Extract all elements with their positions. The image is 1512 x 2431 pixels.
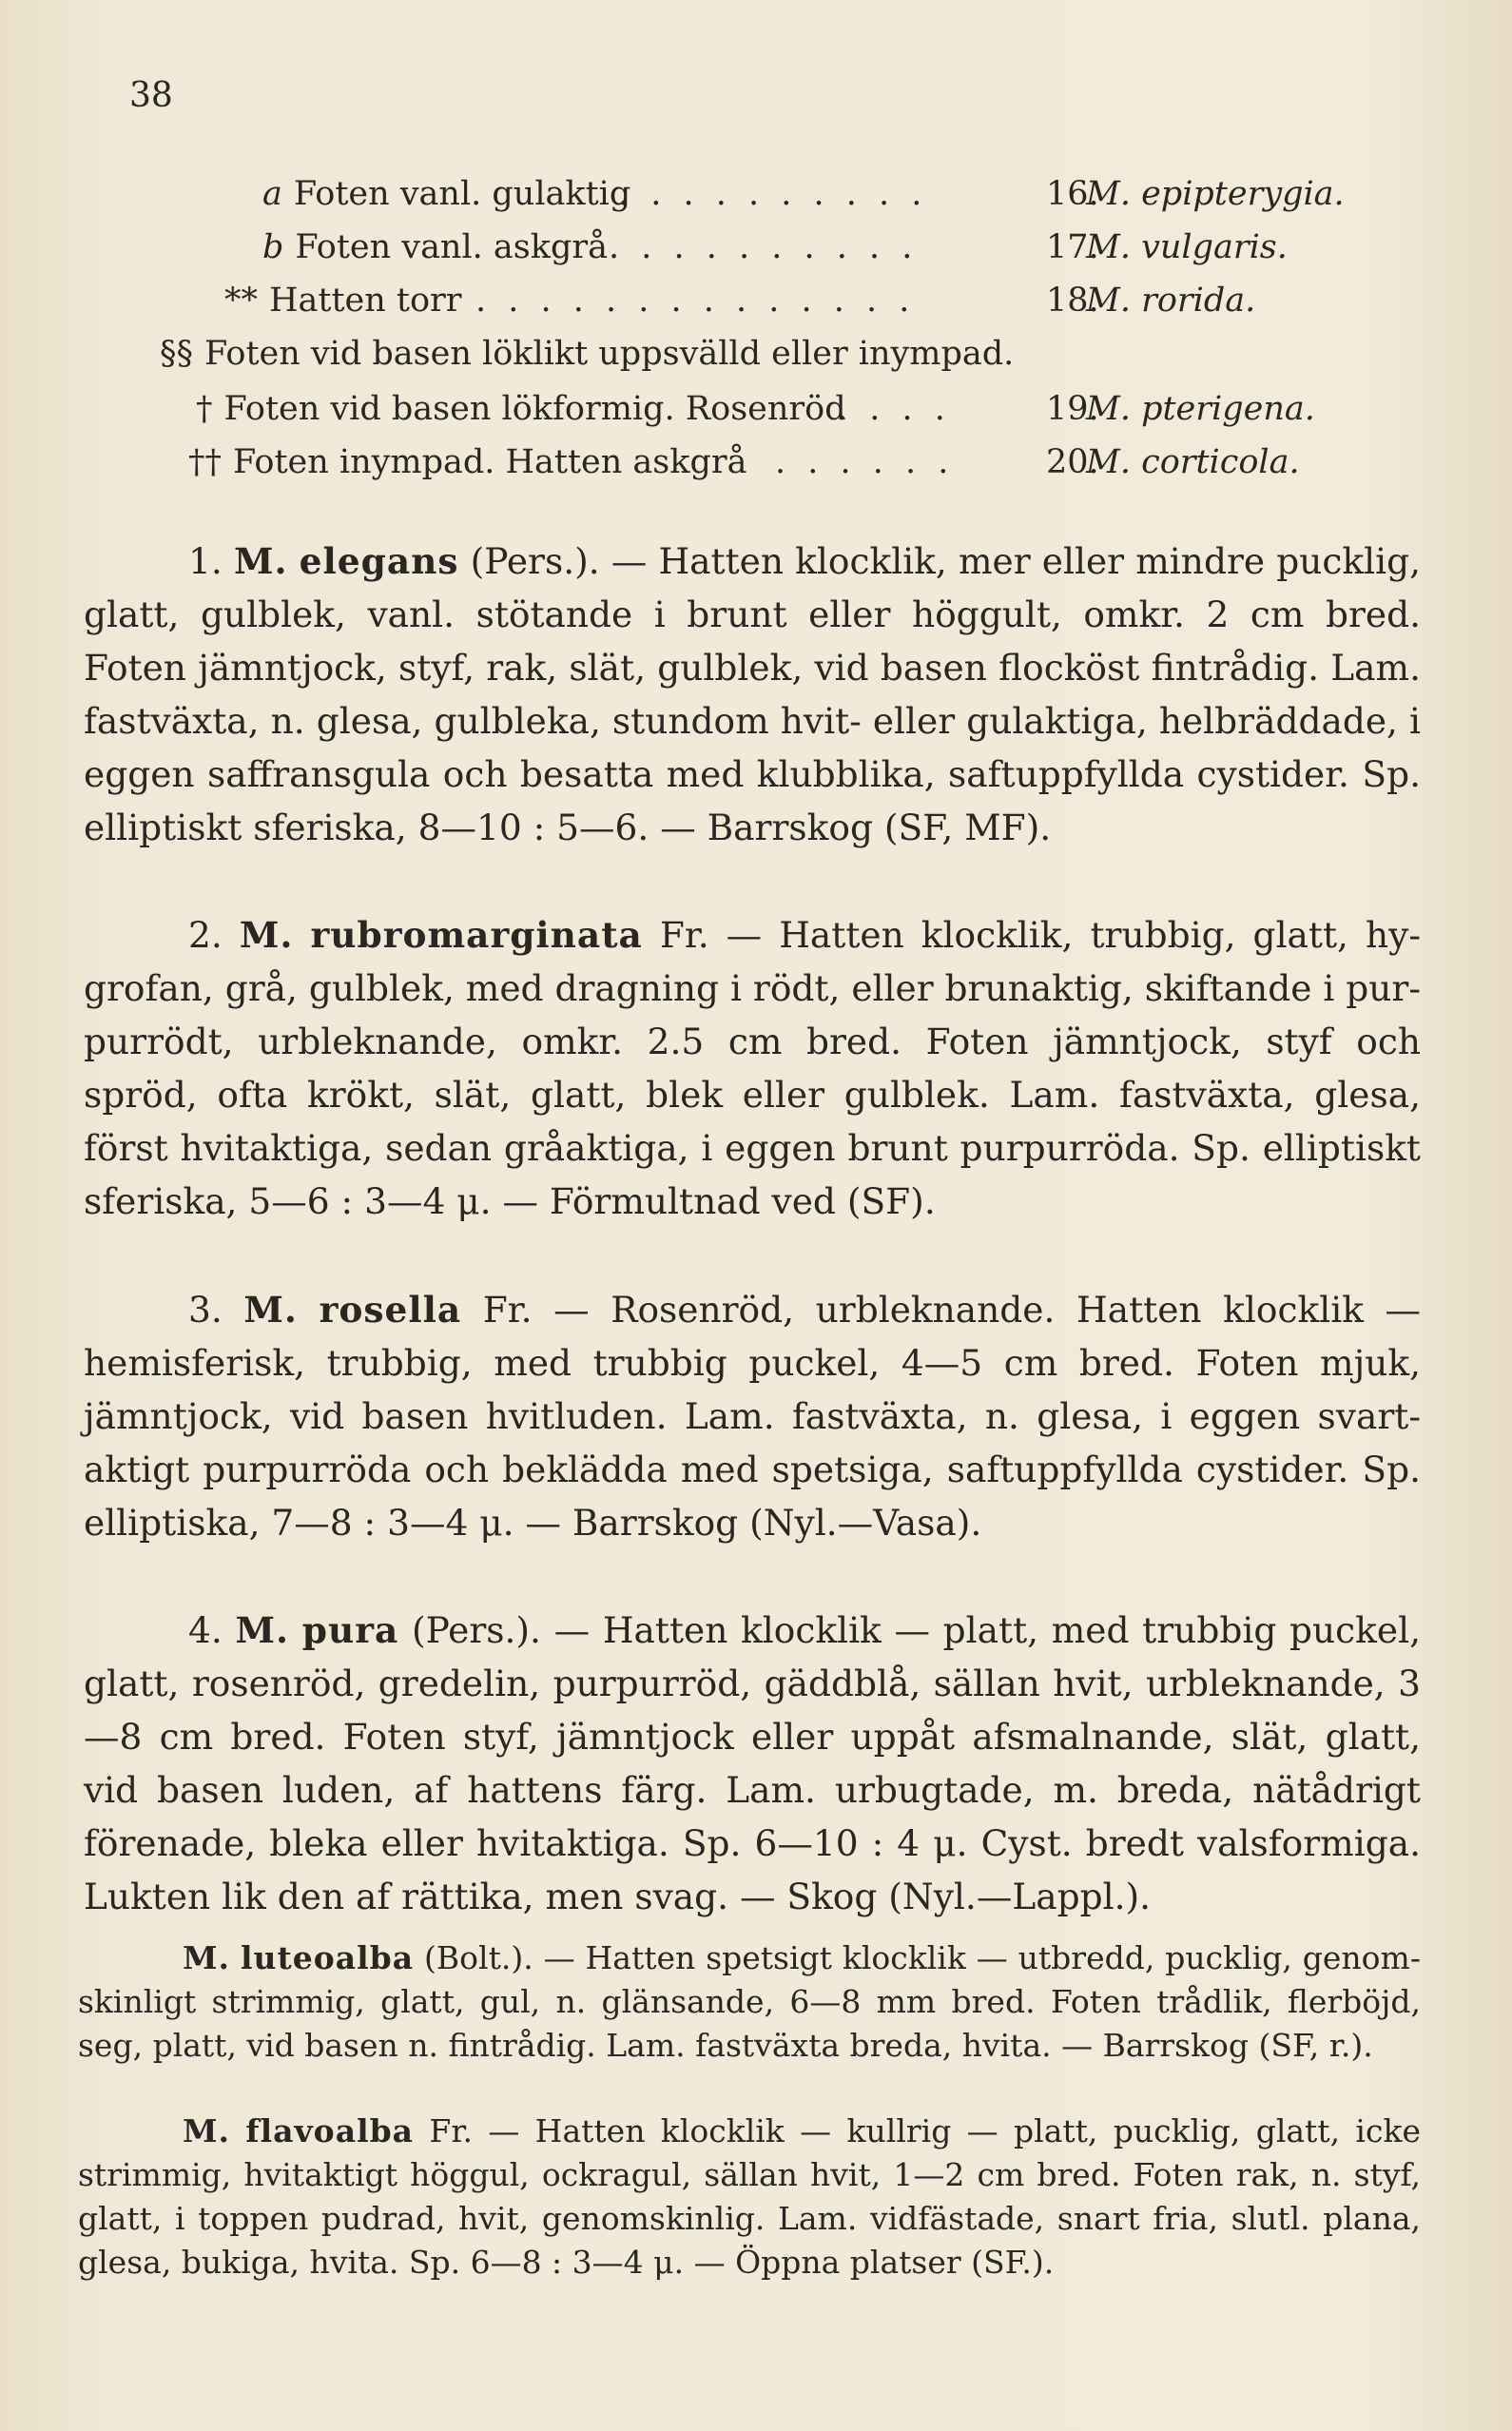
key-text: Hatten torr xyxy=(269,282,462,320)
entry-description: (Pers.). — Hatten klocklik, mer eller mindre pucklig, glatt, gulblek, vanl. stötande i brunt eller höggult, omkr. 2 cm bred. Foten jämntjock, styf, rak, slät, gulblek, vid basen flocköst fintrådig. Lam. fastväxta, n. glesa, gulbleka, stundom hvit- eller gulaktiga, helbräddade, i eggen saffransgula och besatta med klubblika, saftuppfyllda cystider. Sp. elliptiskt sferiska, 8—10 : 5—6. — Barrskog (SF, MF). xyxy=(84,540,1422,848)
key-text: Foten vid basen lökformig. Rosenröd xyxy=(223,390,846,428)
small-species-entry xyxy=(78,2110,1421,2285)
entry-epithet: pura xyxy=(301,1609,399,1651)
key-number: 18. xyxy=(1046,282,1099,320)
leader-dots: . . . . . . xyxy=(775,443,955,481)
key-marker: †† xyxy=(188,443,222,481)
entry-epithet: luteoalba xyxy=(240,1939,415,1976)
leader-dots: . . . . . . . . . . . . . . xyxy=(475,282,916,320)
entry-epithet: flavoalba xyxy=(245,2112,415,2149)
key-text: Foten vanl. askgrå xyxy=(295,228,608,266)
entry-genus: M. xyxy=(183,1939,231,1976)
key-species: M. corticola. xyxy=(1086,443,1300,481)
key-line xyxy=(0,390,1512,438)
key-line xyxy=(0,282,1512,329)
key-marker: b xyxy=(262,228,284,266)
entry-description: (Pers.). — Hatten klocklik — platt, med trubbig puckel, glatt, rosenröd, gredelin, purpurröd, gäddblå, sällan hvit, urbleknande, 3—8 cm bred. Foten styf, jämntjock eller uppåt afsmalnande, slät, glatt, vid basen luden, af hattens färg. Lam. urbugtade, m. breda, nätådrigt förenade, bleka eller hvitaktiga. Sp. 6—10 : 4 μ. Cyst. bredt valsformiga. Lukten lik den af rättika, men svag. — Skog (Nyl.—Lappl.). xyxy=(84,1609,1422,1917)
entry-epithet: rosella xyxy=(319,1289,462,1331)
key-text: Foten vanl. gulaktig xyxy=(293,175,631,213)
key-marker: §§ xyxy=(160,335,193,373)
entry-number: 1. xyxy=(188,540,223,582)
species-entry xyxy=(84,535,1421,854)
entry-genus: M. xyxy=(233,540,288,582)
entry-description: (Bolt.). — Hatten spetsigt klocklik — utbredd, pucklig, genomskinligt strimmig, glatt, gul, n. glänsande, 6—8 mm bred. Foten trådlik, flerböjd, seg, platt, vid basen n. fintrådig. Lam. fastväxta breda, hvita. — Barrskog (SF, r.). xyxy=(78,1939,1421,2064)
key-marker: ** xyxy=(224,282,258,320)
key-species: M. vulgaris. xyxy=(1086,228,1288,266)
entry-genus: M. xyxy=(183,2112,231,2149)
key-text: Foten inympad. Hatten askgrå xyxy=(233,443,747,481)
entry-genus: M. xyxy=(243,1289,298,1331)
entry-description: Fr. — Hatten klocklik — kullrig — platt, pucklig, glatt, icke strimmig, hvitaktigt höggul, ockragul, sällan hvit, 1—2 cm bred. Foten rak, n. styf, glatt, i toppen pudrad, hvit, genomskinlig. Lam. vidfästade, snart fria, slutl. plana, glesa, bukiga, hvita. Sp. 6—8 : 3—4 μ. — Öppna platser (SF.). xyxy=(78,2112,1421,2281)
entry-description: Fr. — Rosenröd, urbleknande. Hatten klocklik — hemisferisk, trubbig, med trubbig puckel, 4—5 cm bred. Foten mjuk, jämntjock, vid basen hvitluden. Lam. fastväxta, n. glesa, i eggen svartaktigt purpurröda och beklädda med spetsiga, saftuppfyllda cystider. Sp. elliptiska, 7—8 : 3—4 μ. — Barrskog (Nyl.—Vasa). xyxy=(84,1289,1422,1544)
key-species: M. rorida. xyxy=(1086,282,1256,320)
key-line xyxy=(0,175,1512,223)
entry-epithet: rubromarginata xyxy=(310,914,643,956)
key-number: 20. xyxy=(1046,443,1099,481)
key-line xyxy=(0,335,1512,382)
leader-dots: . . . . xyxy=(837,390,951,428)
key-marker: † xyxy=(196,390,213,428)
entry-description: Fr. — Hatten klocklik, trubbig, glatt, hygrofan, grå, gulblek, med dragning i rödt, eller brunaktig, skiftande i purpurrödt, urbleknande, omkr. 2.5 cm bred. Foten jämntjock, styf och spröd, ofta krökt, slät, glatt, blek eller gulblek. Lam. fastväxta, glesa, först hvitaktiga, sedan gråaktiga, i eggen brunt purpurröda. Sp. elliptiskt sferiska, 5—6 : 3—4 μ. — Förmultnad ved (SF). xyxy=(84,914,1422,1222)
entry-number: 2. xyxy=(188,914,223,956)
key-text: Foten vid basen löklikt uppsvälld eller inympad. xyxy=(204,335,1015,373)
species-entry xyxy=(84,908,1421,1228)
entry-epithet: elegans xyxy=(299,540,459,582)
key-line xyxy=(0,228,1512,276)
entry-genus: M. xyxy=(239,914,294,956)
entry-genus: M. xyxy=(235,1609,290,1651)
species-entry xyxy=(84,1283,1421,1549)
key-line xyxy=(0,443,1512,491)
leader-dots: . . . . . . . . . . xyxy=(609,228,919,266)
key-marker: a xyxy=(262,175,282,213)
key-species: M. epipterygia. xyxy=(1086,175,1345,213)
key-number: 16. xyxy=(1046,175,1099,213)
page-number: 38 xyxy=(129,76,173,115)
species-entry xyxy=(84,1604,1421,1923)
key-species: M. pterigena. xyxy=(1086,390,1315,428)
key-number: 17. xyxy=(1046,228,1099,266)
leader-dots: . . . . . . . . . . xyxy=(618,175,928,213)
key-number: 19. xyxy=(1046,390,1099,428)
entry-number: 4. xyxy=(188,1609,223,1651)
small-species-entry xyxy=(78,1936,1421,2068)
entry-number: 3. xyxy=(188,1289,223,1331)
